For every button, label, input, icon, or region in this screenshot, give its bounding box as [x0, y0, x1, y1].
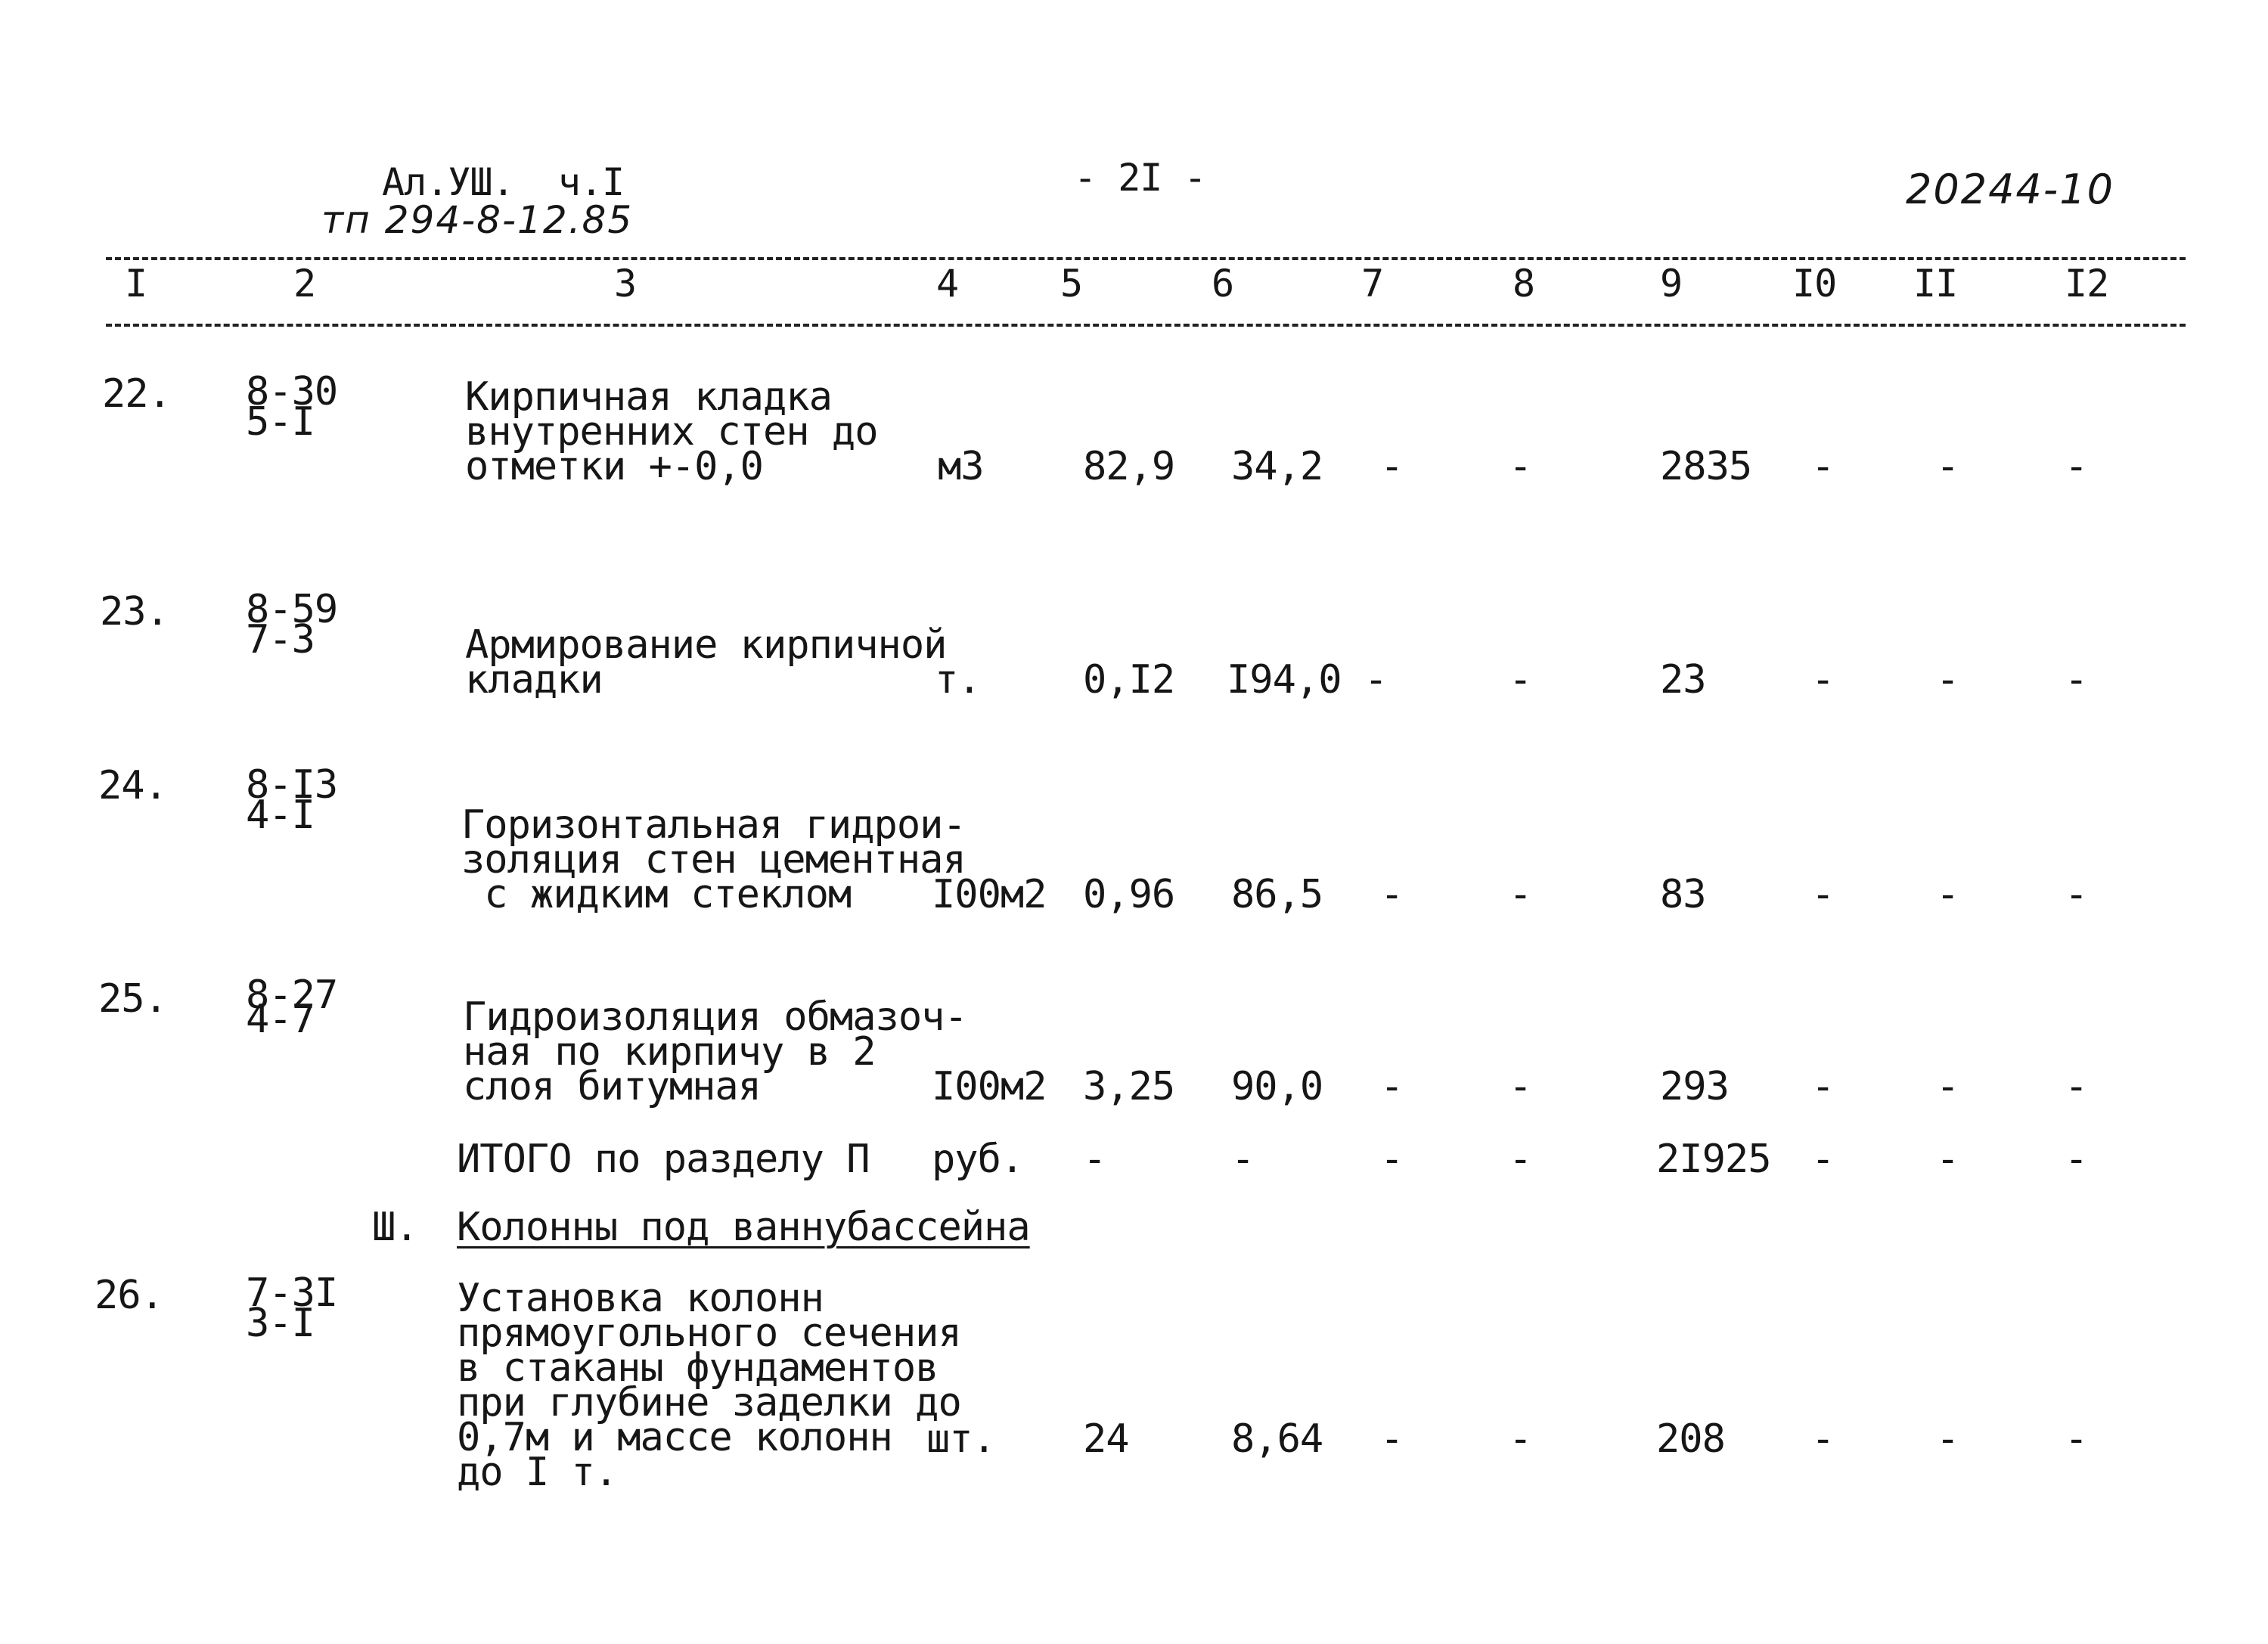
- work-description: Гидроизоляция обмазоч- ная по кирпичу в 2 слоя битумная: [463, 994, 967, 1109]
- col-10-value: -: [1811, 1064, 1835, 1109]
- column-header-8: 8: [1513, 262, 1535, 306]
- col-9-value: 293: [1660, 1064, 1729, 1109]
- col-12-value: -: [2065, 657, 2088, 703]
- row-number: 24.: [98, 763, 167, 808]
- col-8-value: -: [1509, 1064, 1532, 1109]
- unit: руб.: [932, 1137, 1024, 1182]
- inventory-number: 20244-10: [1906, 166, 2114, 213]
- col-7-value: -: [1380, 1416, 1404, 1462]
- header-rule-bottom: [106, 324, 2186, 327]
- col-9-value: 2835: [1660, 444, 1752, 489]
- column-header-1: I: [125, 262, 147, 306]
- quantity: 0,96: [1083, 872, 1175, 917]
- norm-code: 8-I3 4-I: [246, 762, 338, 838]
- col-7-value: -: [1380, 1137, 1404, 1182]
- unit: т.: [935, 657, 981, 703]
- col-9-value: 23: [1660, 657, 1706, 703]
- col-11-value: -: [1936, 1416, 1959, 1462]
- col-8-value: -: [1509, 1137, 1532, 1182]
- col-12-value: -: [2065, 1416, 2088, 1462]
- work-description: Кирпичная кладка внутренних стен до отметки +-0,0: [465, 374, 878, 489]
- unit: м3: [938, 444, 984, 489]
- total-label: ИТОГО по разделу П: [457, 1137, 870, 1182]
- col-8-value: -: [1509, 444, 1532, 489]
- col-6-value: I94,0 -: [1227, 657, 1388, 703]
- col-10-value: -: [1811, 1137, 1835, 1182]
- norm-code: 8-27 4-7: [246, 972, 338, 1042]
- column-header-9: 9: [1660, 262, 1683, 306]
- col-7-value: -: [1380, 444, 1404, 489]
- col-12-value: -: [2065, 444, 2088, 489]
- column-header-3: 3: [614, 262, 637, 306]
- col-6-value: 90,0: [1231, 1064, 1323, 1109]
- work-description: Армирование кирпичной кладки: [465, 622, 947, 703]
- header-rule-top: [106, 257, 2186, 260]
- quantity: -: [1083, 1137, 1106, 1182]
- row-number: 22.: [102, 371, 171, 417]
- col-9-value: 208: [1656, 1416, 1725, 1462]
- col-11-value: -: [1936, 444, 1959, 489]
- col-10-value: -: [1811, 444, 1835, 489]
- quantity: 3,25: [1083, 1064, 1175, 1109]
- col-12-value: -: [2065, 1064, 2088, 1109]
- quantity: 82,9: [1083, 444, 1175, 489]
- work-description: Установка колонн прямоугольного сечения в стаканы фундаментов при глубине заделки до 0,7м и массе колонн до I т.: [457, 1276, 961, 1495]
- column-header-2: 2: [293, 262, 316, 306]
- section-number: Ш.: [372, 1205, 418, 1250]
- row-number: 23.: [100, 589, 169, 634]
- column-header-12: I2: [2065, 262, 2109, 306]
- col-11-value: -: [1936, 1137, 1959, 1182]
- col-10-value: -: [1811, 657, 1835, 703]
- row-number: 26.: [95, 1273, 163, 1318]
- page-number: - 2I -: [1074, 156, 1206, 200]
- col-12-value: -: [2065, 872, 2088, 917]
- column-header-6: 6: [1212, 262, 1234, 306]
- column-header-10: I0: [1792, 262, 1837, 306]
- col-8-value: -: [1509, 1416, 1532, 1462]
- row-number: 25.: [98, 976, 167, 1022]
- col-12-value: -: [2065, 1137, 2088, 1182]
- col-7-value: -: [1380, 872, 1404, 917]
- project-code: тп 294-8-12.85: [321, 198, 634, 242]
- col-6-value: 8,64: [1231, 1416, 1323, 1462]
- column-header-5: 5: [1060, 262, 1083, 306]
- col-6-value: 86,5: [1231, 872, 1323, 917]
- col-11-value: -: [1936, 872, 1959, 917]
- norm-code: 8-59 7-3: [246, 587, 338, 662]
- col-6-value: 34,2: [1231, 444, 1323, 489]
- column-header-11: II: [1913, 262, 1958, 306]
- col-9-value: 2I925: [1656, 1137, 1771, 1182]
- col-8-value: -: [1509, 657, 1532, 703]
- col-10-value: -: [1811, 1416, 1835, 1462]
- quantity: 0,I2: [1083, 657, 1175, 703]
- col-7-value: -: [1380, 1064, 1404, 1109]
- album-reference: Ал.УШ. ч.I: [382, 160, 625, 204]
- quantity: 24: [1083, 1416, 1129, 1462]
- col-11-value: -: [1936, 657, 1959, 703]
- section-title: Колонны под ваннубассейна: [457, 1205, 1030, 1250]
- column-header-7: 7: [1361, 262, 1384, 306]
- unit: шт.: [926, 1416, 995, 1462]
- col-11-value: -: [1936, 1064, 1959, 1109]
- col-6-value: -: [1231, 1137, 1255, 1182]
- column-header-4: 4: [936, 262, 959, 306]
- col-10-value: -: [1811, 872, 1835, 917]
- norm-code: 7-3I 3-I: [246, 1270, 338, 1346]
- unit: I00м2: [932, 1064, 1047, 1109]
- col-9-value: 83: [1660, 872, 1706, 917]
- norm-code: 8-30 5-I: [246, 369, 338, 445]
- unit: I00м2: [932, 872, 1047, 917]
- work-description: Горизонтальная гидрои- золяция стен цементная с жидким стеклом: [461, 802, 966, 917]
- col-8-value: -: [1509, 872, 1532, 917]
